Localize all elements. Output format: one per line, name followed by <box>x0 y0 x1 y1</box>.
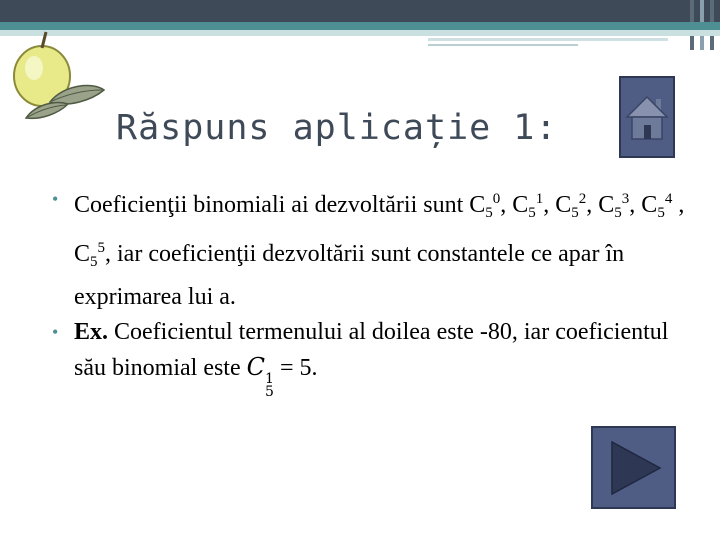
bullet-marker: • <box>52 189 59 209</box>
bullet-marker: • <box>52 322 59 342</box>
apple-icon <box>6 24 116 124</box>
decor-rule <box>428 38 668 41</box>
top-bar <box>0 0 720 22</box>
decor-rule <box>428 44 578 46</box>
slide-content <box>52 182 692 399</box>
bullet-text: Ex. Coeficientul termenului al doilea este -80, iar coeficientul său binomial este C 1 5 = 5. <box>74 319 669 400</box>
bullet-text: Coeficienţii binomiali ai dezvoltării sunt $C_5^0$, $C_5^1$, $C_5^2$, $C_5^3$, $C_5^4$ , $C_5^5$, iar coeficienţii dezvoltării sunt constantele ce apar în exprimarea lui a. <box>74 191 685 310</box>
next-slide-button[interactable] <box>591 426 676 509</box>
bullet-item <box>52 315 692 399</box>
slide-title: Răspuns aplicație 1: <box>116 108 558 148</box>
home-button[interactable] <box>619 76 675 158</box>
play-arrow-icon <box>604 438 664 498</box>
bullet-item <box>52 182 692 315</box>
home-icon <box>623 87 671 147</box>
binomial-coefficient: C 1 5 <box>246 353 274 400</box>
